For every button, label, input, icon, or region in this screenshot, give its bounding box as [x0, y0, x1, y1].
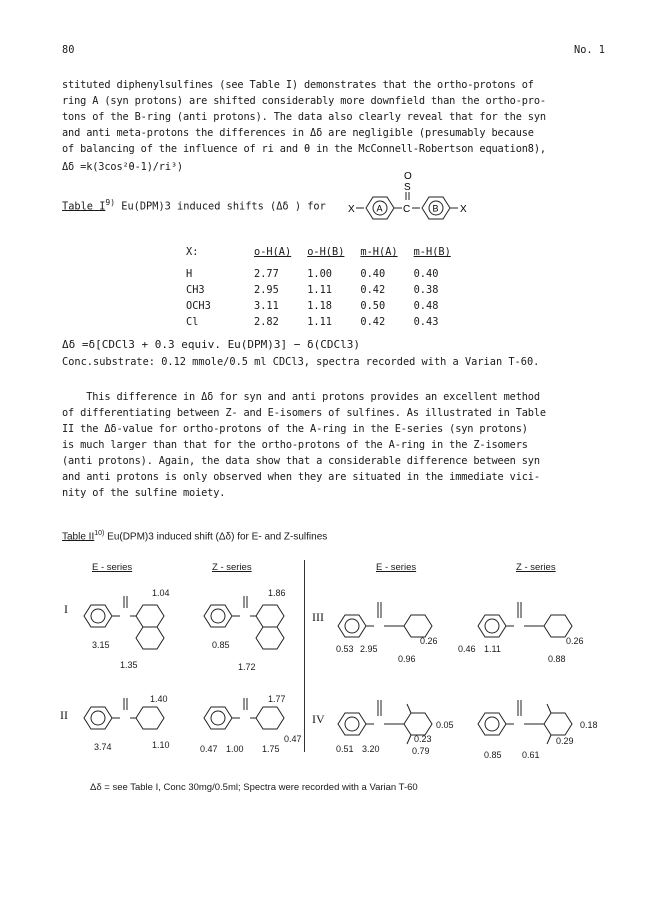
- value-label: 3.74: [94, 742, 112, 752]
- structures-right: [330, 576, 630, 766]
- value-label: 1.35: [120, 660, 138, 670]
- issue-number: No. 1: [574, 44, 605, 56]
- value-label: 1.04: [152, 588, 170, 598]
- table1: [186, 244, 467, 330]
- table1-header: o-H(A): [254, 246, 292, 258]
- table-row: [186, 314, 467, 330]
- diphenylsulfine-structure: [346, 170, 486, 220]
- structures-left: [76, 576, 306, 766]
- compound-label-i: I: [64, 602, 68, 616]
- table-row: [186, 298, 467, 314]
- struct-sulfur: S: [404, 182, 411, 193]
- compound-label-iii: III: [312, 610, 324, 624]
- struct-x-left: X: [348, 204, 355, 215]
- value-label: 1.75: [262, 744, 280, 754]
- table2-footnote: Δδ = see Table I, Conc 30mg/0.5ml; Spectra were recorded with a Varian T-60: [90, 782, 418, 793]
- value-label: 0.05: [436, 720, 454, 730]
- value-label: 3.15: [92, 640, 110, 650]
- table-cell: 2.95: [254, 284, 279, 296]
- value-label: 1.86: [268, 588, 286, 598]
- value-label: 3.20: [362, 744, 380, 754]
- para2-line: II the Δδ-value for ortho-protons of the A-ring in the E-series (syn protons): [62, 423, 528, 435]
- para1-line: tons of the B-ring (anti protons). The data also clearly reveal that for the syn: [62, 111, 546, 123]
- value-label: 0.26: [420, 636, 438, 646]
- table-cell: 3.11: [254, 300, 279, 312]
- para2-line: nity of the sulfine moiety.: [62, 487, 226, 499]
- table-cell: 1.11: [307, 316, 333, 328]
- table1-caption: [62, 198, 326, 212]
- table1-header: X:: [186, 246, 199, 258]
- para2-line: of differentiating between Z- and E-isomers of sulfines. As illustrated in Table: [62, 407, 546, 419]
- table1-header: m-H(B): [413, 246, 451, 258]
- series-header-z-right: Z - series: [516, 562, 556, 573]
- value-label: 0.61: [522, 750, 540, 760]
- value-label: 2.95: [360, 644, 378, 654]
- table-cell: Cl: [186, 316, 199, 328]
- table-cell: OCH3: [186, 300, 211, 312]
- para2-line: This difference in Δδ for syn and anti protons provides an excellent method: [62, 391, 540, 403]
- value-label: 0.46: [458, 644, 476, 654]
- value-label: 0.96: [398, 654, 416, 664]
- value-label: 0.88: [548, 654, 566, 664]
- value-label: 0.26: [566, 636, 584, 646]
- table2-caption: [62, 530, 327, 542]
- table1-header: m-H(A): [360, 246, 398, 258]
- series-header-z-left: Z - series: [212, 562, 252, 573]
- compound-label-iv: IV: [312, 712, 325, 726]
- table1-header: o-H(B): [307, 246, 345, 258]
- table-cell: 0.50: [360, 300, 386, 312]
- para2-line: and anti protons is only observed when they are situated in the immediate vici-: [62, 471, 540, 483]
- para1-line: stituted diphenylsulfines (see Table I) demonstrates that the ortho-protons of: [62, 79, 534, 91]
- para2-line: is much larger than that for the ortho-protons of the A-ring in the Z-isomers: [62, 439, 528, 451]
- table-cell: 0.40: [360, 268, 386, 280]
- compound-label-ii: II: [60, 708, 68, 722]
- table-cell: 0.42: [360, 284, 386, 296]
- table-cell: 0.38: [413, 284, 439, 296]
- table-row: [186, 266, 467, 282]
- table1-footnote-formula: Δδ =δ[CDCl3 + 0.3 equiv. Eu(DPM)3] − δ(CDCl3): [62, 338, 361, 351]
- value-label: 1.72: [238, 662, 256, 672]
- value-label: 0.85: [212, 640, 230, 650]
- para1-line: and anti meta-protons the differences in Δδ are negligible (presumably because: [62, 127, 534, 139]
- struct-x-right: X: [460, 204, 467, 215]
- table-cell: 0.48: [413, 300, 439, 312]
- table-cell: 1.18: [307, 300, 333, 312]
- table-cell: 0.42: [360, 316, 386, 328]
- value-label: 0.47: [200, 744, 218, 754]
- value-label: 1.77: [268, 694, 286, 704]
- structure-iii-e: [338, 602, 432, 637]
- value-label: 1.40: [150, 694, 168, 704]
- table2-caption-text: Eu(DPM)3 induced shift (Δδ) for E- and Z-sulfines: [104, 531, 328, 543]
- structure-iii-z: [478, 602, 572, 637]
- value-label: 1.10: [152, 740, 170, 750]
- value-label: 0.23: [414, 734, 432, 744]
- table-cell: 1.00: [307, 268, 333, 280]
- value-label: 0.79: [412, 746, 430, 756]
- table-cell: 2.82: [254, 316, 279, 328]
- value-label: 0.29: [556, 736, 574, 746]
- table-cell: 0.40: [413, 268, 439, 280]
- equation-line: Δδ =k(3cos²θ-1)/ri³): [62, 161, 183, 173]
- series-header-e-left: E - series: [92, 562, 133, 573]
- series-header-e-right: E - series: [376, 562, 417, 573]
- table1-label: Table I: [62, 200, 106, 213]
- value-label: 0.51: [336, 744, 354, 754]
- table-cell: CH3: [186, 284, 205, 296]
- table2-ref: 10): [94, 530, 105, 537]
- value-label: 0.18: [580, 720, 598, 730]
- table-cell: H: [186, 268, 193, 280]
- value-label: 0.85: [484, 750, 502, 760]
- ring-a-label: A: [376, 203, 383, 214]
- value-label: 0.53: [336, 644, 354, 654]
- para1-line: ring A (syn protons) are shifted considerably more downfield than the ortho-pro-: [62, 95, 546, 107]
- value-label: 0.47: [284, 734, 302, 744]
- table1-footnote-conditions: Conc.substrate: 0.12 mmole/0.5 ml CDCl3, spectra recorded with a Varian T-60.: [62, 356, 540, 368]
- struct-oxygen: O: [404, 171, 412, 182]
- table1-header-row: [186, 244, 467, 266]
- table2-label: Table II: [62, 531, 95, 543]
- value-label: 1.11: [484, 644, 501, 654]
- struct-carbon: C: [403, 204, 411, 215]
- table-cell: 2.77: [254, 268, 279, 280]
- value-label: 1.00: [226, 744, 244, 754]
- page-number: 80: [62, 44, 75, 56]
- table1-caption-text: Eu(DPM)3 induced shifts (Δδ ) for: [115, 200, 326, 213]
- para2-line: (anti protons). Again, the data show that a considerable difference between syn: [62, 455, 540, 467]
- ring-b-label: B: [432, 203, 439, 214]
- table-cell: 1.11: [307, 284, 333, 296]
- table1-ref: 9): [105, 198, 116, 207]
- table-cell: 0.43: [413, 316, 439, 328]
- table-row: [186, 282, 467, 298]
- para1-line: of balancing of the influence of ri and θ in the McConnell-Robertson equation8),: [62, 143, 546, 155]
